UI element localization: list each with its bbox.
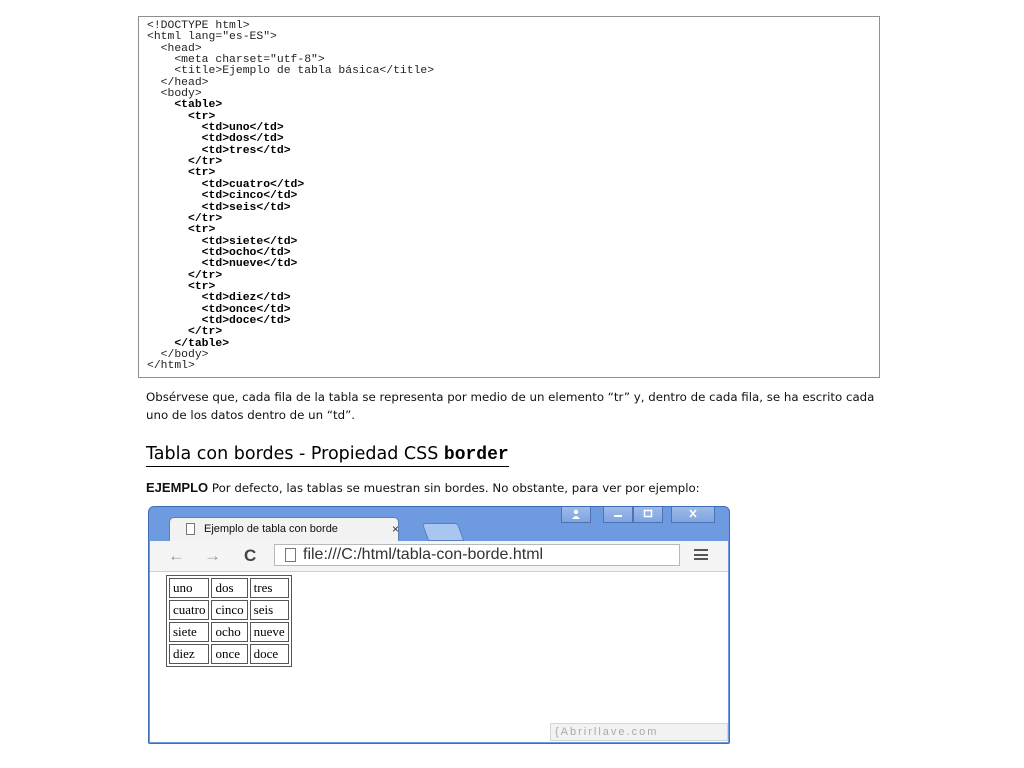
- code-line: <tr>: [147, 167, 216, 180]
- explanation-paragraph: Obsérvese que, cada fila de la tabla se representa por medio de un elemento “tr” y, dentro de cada fila, se ha escrito cada uno de los datos dentro de un “td”.: [146, 390, 875, 422]
- code-line: <td>once</td>: [147, 303, 291, 316]
- minimize-icon[interactable]: [603, 507, 633, 523]
- browser-viewport: [150, 572, 728, 742]
- address-url: file:///C:/html/tabla-con-borde.html: [303, 546, 544, 563]
- page-icon: [186, 523, 195, 535]
- code-listing: [138, 16, 880, 378]
- code-line: <td>nueve</td>: [147, 258, 298, 271]
- example-intro: [146, 480, 700, 495]
- code-line: <td>ocho</td>: [147, 246, 291, 259]
- browser-toolbar: [150, 541, 728, 572]
- code-line: </head>: [147, 76, 209, 89]
- code-line: <td>dos</td>: [147, 133, 284, 146]
- code-line: <head>: [147, 42, 202, 55]
- code-line: <td>tres</td>: [147, 144, 291, 157]
- watermark-logo: {Abrirllave.com: [550, 723, 728, 741]
- code-line: </tr>: [147, 269, 223, 282]
- new-tab-button[interactable]: [422, 523, 465, 541]
- address-bar[interactable]: [274, 544, 680, 566]
- back-arrow-icon[interactable]: ←: [168, 546, 185, 565]
- table-cell: cinco: [211, 600, 247, 620]
- table-cell: nueve: [250, 622, 289, 642]
- table-cell: siete: [169, 622, 209, 642]
- code-line: <tr>: [147, 110, 216, 123]
- example-label: EJEMPLO: [146, 480, 209, 495]
- code-line: </table>: [147, 337, 230, 350]
- code-line: <tr>: [147, 224, 216, 237]
- bordered-table: [166, 575, 292, 667]
- table-row: [169, 622, 289, 642]
- maximize-icon[interactable]: [633, 507, 663, 523]
- code-line: <td>doce</td>: [147, 314, 291, 327]
- forward-arrow-icon[interactable]: →: [204, 546, 221, 565]
- code-line: <body>: [147, 88, 202, 101]
- browser-window: [148, 506, 730, 744]
- code-line: <td>cuatro</td>: [147, 178, 305, 191]
- code-line: <td>siete</td>: [147, 235, 298, 248]
- code-line: </body>: [147, 348, 209, 361]
- code-line: </html>: [147, 360, 195, 373]
- code-line: <tr>: [147, 280, 216, 293]
- tab-close-icon[interactable]: ×: [392, 522, 400, 536]
- table-cell: tres: [250, 578, 289, 598]
- section-heading: [146, 444, 509, 467]
- heading-text: Tabla con bordes - Propiedad CSS: [146, 444, 444, 464]
- tab-title: Ejemplo de tabla con borde: [204, 523, 338, 535]
- code-line: <html lang="es-ES">: [147, 31, 277, 44]
- code-line: <meta charset="utf-8">: [147, 54, 325, 67]
- reload-icon[interactable]: C: [244, 546, 257, 565]
- table-cell: seis: [250, 600, 289, 620]
- table-cell: cuatro: [169, 600, 209, 620]
- code-line: <title>Ejemplo de tabla básica</title>: [147, 65, 435, 78]
- code-line: </tr>: [147, 326, 223, 339]
- table-row: [169, 644, 289, 664]
- user-icon[interactable]: [561, 507, 591, 523]
- code-line: <td>uno</td>: [147, 122, 284, 135]
- table-cell: uno: [169, 578, 209, 598]
- hamburger-menu-icon[interactable]: [694, 549, 708, 560]
- close-icon[interactable]: [671, 507, 715, 523]
- table-cell: once: [211, 644, 247, 664]
- table-cell: dos: [211, 578, 247, 598]
- code-line: <table>: [147, 99, 223, 112]
- code-line: </tr>: [147, 212, 223, 225]
- browser-tab[interactable]: [169, 517, 399, 541]
- code-line: <td>diez</td>: [147, 292, 291, 305]
- browser-titlebar: [149, 507, 729, 541]
- page-icon: [285, 548, 296, 562]
- code-line: <!DOCTYPE html>: [147, 20, 250, 32]
- table-cell: doce: [250, 644, 289, 664]
- code-line: </tr>: [147, 156, 223, 169]
- table-cell: ocho: [211, 622, 247, 642]
- code-line: <td>seis</td>: [147, 201, 291, 214]
- table-row: [169, 578, 289, 598]
- code-line: <td>cinco</td>: [147, 190, 298, 203]
- example-text: Por defecto, las tablas se muestran sin bordes. No obstante, para ver por ejemplo:: [208, 481, 700, 495]
- heading-code: border: [443, 445, 509, 465]
- table-cell: diez: [169, 644, 209, 664]
- table-row: [169, 600, 289, 620]
